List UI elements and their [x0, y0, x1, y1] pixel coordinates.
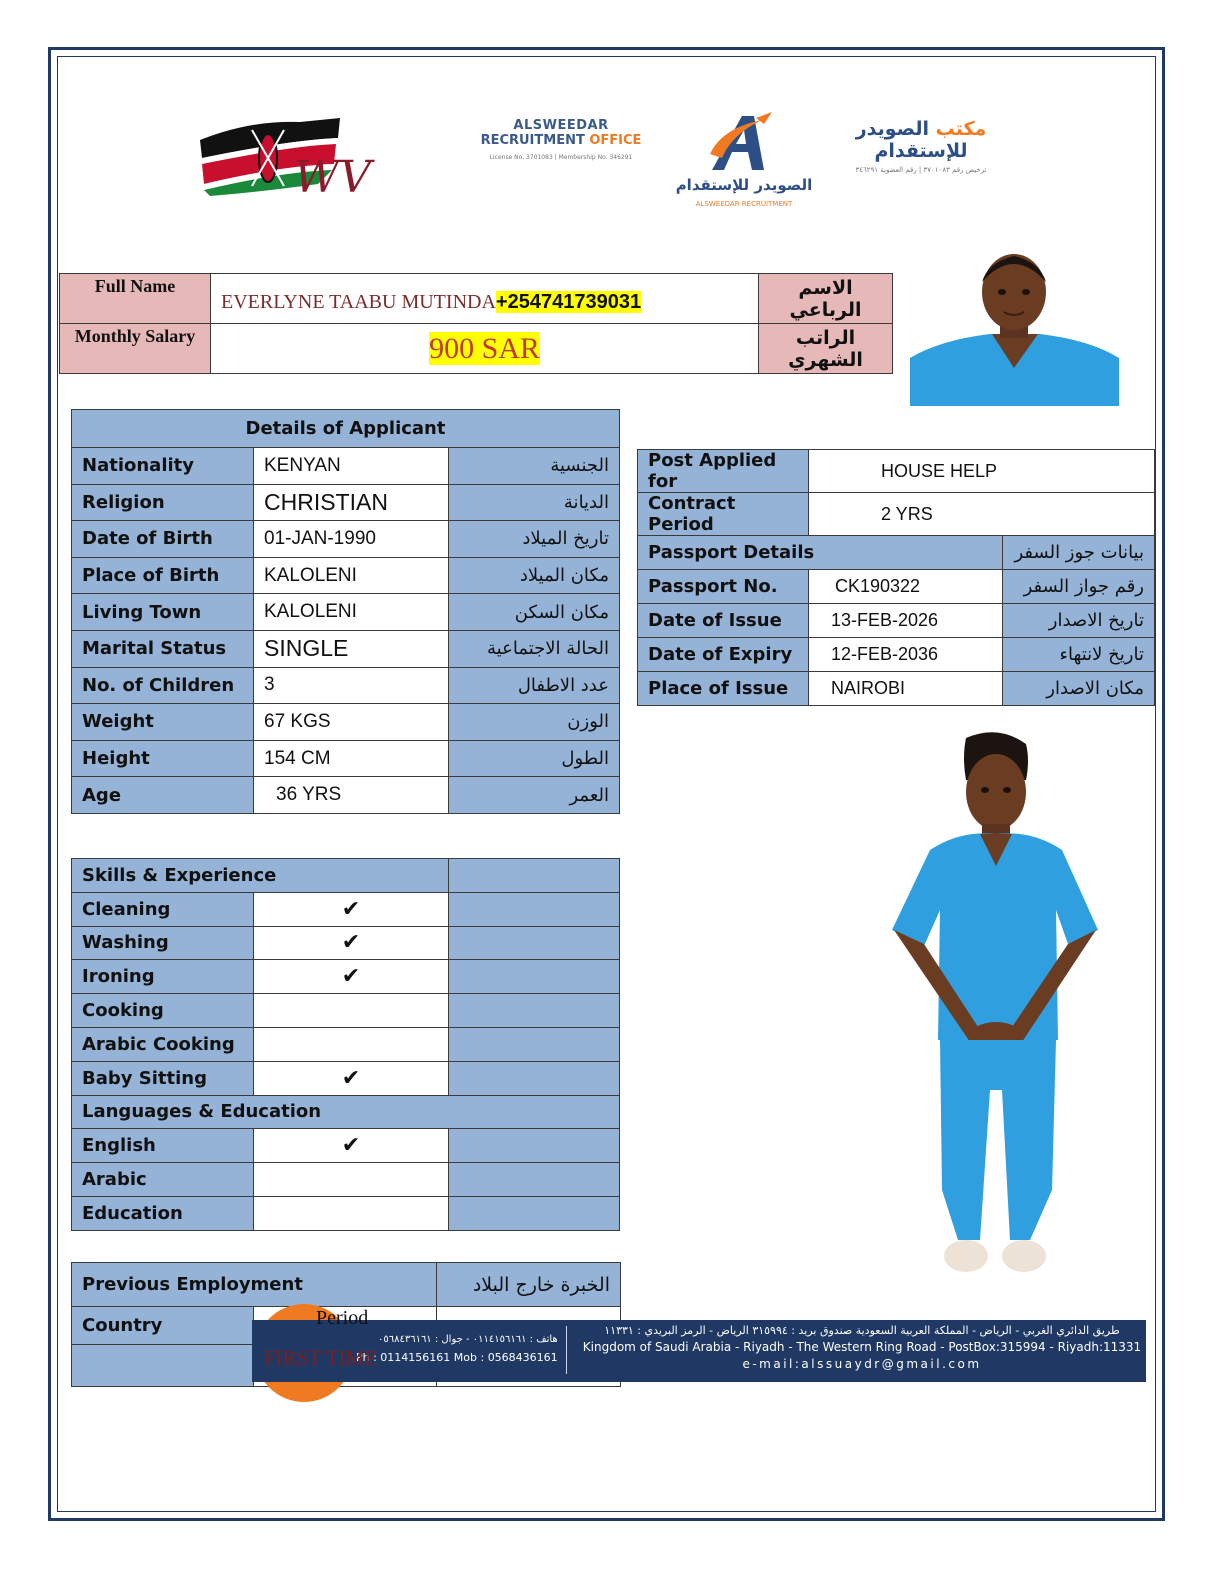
details-label: Age [72, 777, 254, 814]
office-logo-ar [826, 118, 1016, 178]
kenya-flag-wv-logo [190, 100, 410, 210]
office-license: License No. 3701083 | Membership No. 346291 [489, 154, 633, 161]
language-blank [449, 1163, 620, 1197]
skill-blank [449, 1027, 620, 1061]
phone-number: +254741739031 [495, 291, 642, 313]
details-row [72, 521, 620, 558]
details-label: Living Town [72, 594, 254, 631]
passport-label-ar: تاريخ الاصدار [1003, 604, 1155, 638]
full-name-value: EVERLYNE TAABU MUTINDA [221, 291, 496, 313]
details-row [72, 484, 620, 521]
details-label-ar: العمر [449, 777, 620, 814]
first-time-text: FIRST TIME [264, 1346, 377, 1370]
full-name-label-ar: الاسم الرباعي [759, 274, 893, 324]
skill-label: Cooking [72, 994, 254, 1028]
languages-title: Languages & Education [72, 1095, 620, 1129]
details-value: 36 YRS [254, 777, 449, 814]
details-label: Nationality [72, 448, 254, 485]
details-header-row [72, 410, 620, 448]
salary-value: 900 SAR [429, 331, 540, 365]
skill-blank [449, 892, 620, 926]
skill-label: Washing [72, 926, 254, 960]
passport-title: Passport Details [638, 536, 1003, 570]
salary-cell [211, 324, 759, 374]
check-mark-icon: ✔ [254, 1061, 449, 1095]
skill-label: Ironing [72, 960, 254, 994]
contract-row [638, 493, 1155, 536]
details-value: SINGLE [254, 630, 449, 667]
language-blank [449, 1196, 620, 1230]
language-row [72, 1163, 620, 1197]
top-info-table [59, 273, 893, 374]
language-row [72, 1196, 620, 1230]
details-row [72, 667, 620, 704]
check-mark-icon [254, 1163, 449, 1197]
skill-row [72, 994, 620, 1028]
check-mark-icon: ✔ [254, 960, 449, 994]
details-label-ar: مكان الميلاد [449, 557, 620, 594]
passport-value: NAIROBI [809, 672, 1003, 706]
footer-phones [356, 1334, 558, 1364]
details-label: No. of Children [72, 667, 254, 704]
full-name-cell [211, 274, 759, 324]
footer-phone-ar: هاتف : ٠١١٤١٥٦١٦١ - جوال : ٠٥٦٨٤٣٦١٦١ [377, 1334, 558, 1345]
a-logo-ar: الصويدر للإستقدام [675, 176, 813, 194]
period-label: Period [316, 1307, 369, 1329]
details-value: KALOLENI [254, 557, 449, 594]
passport-label: Date of Expiry [638, 638, 809, 672]
alsweedar-a-logo [672, 108, 817, 213]
check-mark-icon [254, 1196, 449, 1230]
passport-label: Date of Issue [638, 604, 809, 638]
language-label: Arabic [72, 1163, 254, 1197]
skill-row [72, 1027, 620, 1061]
details-row [72, 594, 620, 631]
details-row [72, 448, 620, 485]
details-label-ar: مكان السكن [449, 594, 620, 631]
contract-label: Contract Period [638, 493, 809, 536]
footer-phone-en: Ph : 0114156161 Mob : 0568436161 [356, 1351, 558, 1364]
footer-address-ar: طريق الدائري الغربي - الرياض - المملكة العربية السعودية صندوق بريد : ٣١٥٩٩٤ الرياض - الرمز البريدي : ١١٣٣١ [604, 1324, 1120, 1337]
passport-row [638, 570, 1155, 604]
skill-label: Baby Sitting [72, 1061, 254, 1095]
details-title: Details of Applicant [72, 410, 620, 448]
details-value: KENYAN [254, 448, 449, 485]
details-row [72, 704, 620, 741]
details-label-ar: تاريخ الميلاد [449, 521, 620, 558]
passport-value: 13-FEB-2026 [809, 604, 1003, 638]
details-row [72, 740, 620, 777]
details-label: Date of Birth [72, 521, 254, 558]
a-logo-en: ALSWEEDAR RECRUITMENT [695, 200, 793, 208]
details-label: Marital Status [72, 630, 254, 667]
full-name-row [60, 274, 893, 324]
passport-row [638, 672, 1155, 706]
details-value: KALOLENI [254, 594, 449, 631]
passport-label-ar: رقم جواز السفر [1003, 570, 1155, 604]
post-label: Post Applied for [638, 450, 809, 493]
details-label: Place of Birth [72, 557, 254, 594]
previous-title: Previous Employment [72, 1263, 437, 1307]
details-label: Weight [72, 704, 254, 741]
skill-blank [449, 960, 620, 994]
skill-blank [449, 926, 620, 960]
salary-label: Monthly Salary [60, 324, 211, 374]
details-label-ar: الديانة [449, 484, 620, 521]
details-label: Religion [72, 484, 254, 521]
skills-title: Skills & Experience [72, 859, 449, 893]
office-name-line2: RECRUITMENT OFFICE [480, 133, 642, 148]
footer-address [582, 1324, 1142, 1371]
footer-email: e-mail:alssuaydr@gmail.com [742, 1357, 982, 1371]
footer-divider [566, 1326, 567, 1374]
details-label-ar: الجنسية [449, 448, 620, 485]
language-label: Education [72, 1196, 254, 1230]
ar-office-license: ترخيص رقم ٣٧٠١٠٨٣ | رقم العضوية ٣٤٦٢٩١ [855, 166, 987, 174]
details-value: 154 CM [254, 740, 449, 777]
details-label-ar: الطول [449, 740, 620, 777]
details-value: CHRISTIAN [254, 484, 449, 521]
post-value: HOUSE HELP [809, 450, 1155, 493]
check-mark-icon: ✔ [254, 892, 449, 926]
country-label: Country [72, 1307, 254, 1345]
skill-row [72, 1061, 620, 1095]
passport-label: Place of Issue [638, 672, 809, 706]
details-value: 67 KGS [254, 704, 449, 741]
details-row [72, 557, 620, 594]
languages-header-row [72, 1095, 620, 1129]
check-mark-icon: ✔ [254, 1129, 449, 1163]
check-mark-icon [254, 1027, 449, 1061]
skill-blank [449, 1061, 620, 1095]
details-label: Height [72, 740, 254, 777]
post-passport-table [637, 449, 1155, 706]
country-value-cell [72, 1345, 254, 1387]
salary-label-ar: الراتب الشهري [759, 324, 893, 374]
applicant-portrait-photo [910, 248, 1119, 406]
office-word: OFFICE [589, 133, 642, 148]
details-row [72, 777, 620, 814]
passport-value: 12-FEB-2036 [809, 638, 1003, 672]
previous-title-ar: الخبرة خارج البلاد [437, 1263, 621, 1307]
details-label-ar: عدد الاطفال [449, 667, 620, 704]
skill-row [72, 926, 620, 960]
footer-band [252, 1320, 1146, 1382]
office-name-line1: ALSWEEDAR [513, 118, 609, 133]
details-value: 01-JAN-1990 [254, 521, 449, 558]
footer-address-en: Kingdom of Saudi Arabia - Riyadh - The Western Ring Road - PostBox:315994 - Riyadh:11331 [582, 1340, 1142, 1354]
details-label-ar: الحالة الاجتماعية [449, 630, 620, 667]
details-label-ar: الوزن [449, 704, 620, 741]
skills-header-row [72, 859, 620, 893]
skill-row [72, 960, 620, 994]
passport-label-ar: مكان الاصدار [1003, 672, 1155, 706]
previous-header-row [72, 1263, 621, 1307]
office-logo-en [476, 118, 646, 178]
skill-label: Arabic Cooking [72, 1027, 254, 1061]
skill-row [72, 892, 620, 926]
full-name-label: Full Name [60, 274, 211, 324]
passport-row [638, 638, 1155, 672]
passport-label: Passport No. [638, 570, 809, 604]
details-value: 3 [254, 667, 449, 704]
skill-label: Cleaning [72, 892, 254, 926]
skills-header-blank [449, 859, 620, 893]
check-mark-icon [254, 994, 449, 1028]
skill-blank [449, 994, 620, 1028]
passport-header-row [638, 536, 1155, 570]
passport-title-ar: بيانات جوز السفر [1003, 536, 1155, 570]
applicant-full-body-photo [880, 730, 1105, 1295]
language-blank [449, 1129, 620, 1163]
language-label: English [72, 1129, 254, 1163]
skills-table [71, 858, 620, 1231]
wv-logo-text: WV [294, 152, 371, 203]
contract-value: 2 YRS [809, 493, 1155, 536]
passport-label-ar: تاريخ لانتهاء [1003, 638, 1155, 672]
passport-row [638, 604, 1155, 638]
details-table [71, 409, 620, 814]
language-row [72, 1129, 620, 1163]
post-row [638, 450, 1155, 493]
passport-value: CK190322 [809, 570, 1003, 604]
ar-office-name: مكتب الصويدر للإستقدام [855, 118, 987, 162]
check-mark-icon: ✔ [254, 926, 449, 960]
salary-row [60, 324, 893, 374]
details-row [72, 630, 620, 667]
